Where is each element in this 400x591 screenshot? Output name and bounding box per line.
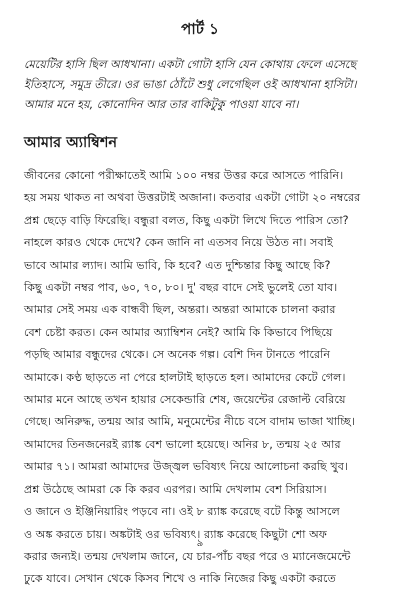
body-line: কিছু একটা নম্বর পাব, ৬০, ৭০, ৮০। দু' বছর বাদে সেই ভুলেই তো যাব।	[24, 281, 338, 295]
intro-passage	[24, 55, 376, 115]
body-line: ও অঙ্ক করতে চায়। অঙ্কটাই ওর ভবিষ্যৎ। র‍্যাঙ্ক করেছে কিছুটা শো অফ	[24, 527, 327, 541]
body-line: ভাবে আমার ল্যাদ। আমি ভাবি, কি হবে? এত দুশ্চিন্তার কিছু আছে কি?	[24, 258, 331, 272]
body-line: পড়ছি আমার বন্ধুদের থেকে। সে অনেক গল্প। বেশি দিন টানতে পারেনি	[24, 348, 331, 362]
body-line: ও জানে ও ইঞ্জিনিয়ারিং পড়বে না। ওই ৮ র‍্যাঙ্ক করেছে বটে কিন্তু আসলে	[24, 505, 340, 519]
body-line: করার জন্যই। তন্ময় দেখলাম জানে, যে চার-পাঁচ বছর পরে ও ম্যানেজমেন্টে	[24, 549, 351, 563]
body-line: আমার সেই সময় এক বান্ধবী ছিল, অন্তরা। অন্তরা আমাকে চালনা করার	[24, 303, 336, 317]
body-line: আমার মনে আছে তখন হায়ার সেকেন্ডারি শেষ, জয়েন্টের রেজাল্ট বেরিয়ে	[24, 393, 346, 407]
body-line: বেশ চেষ্টা করত। কেন আমার অ্যাম্বিশন নেই? আমি কি কিভাবে পিছিয়ে	[24, 325, 333, 339]
body-line: আমার ৭১। আমরা আমাদের উজ্জ্বল ভবিষ্যৎ নিয়ে আলোচনা করছি খুব।	[24, 460, 348, 474]
body-line: হয় সময় থাকত না অথবা উত্তরটাই অজানা। কতবার একটা গোটা ২০ নম্বরের	[24, 191, 361, 205]
page-number: ৯	[196, 538, 204, 549]
body-line: আমাকে। কণ্ঠ ছাড়তে না পেরে হালটাই ছাড়তে হল। আমাদের কেটে গেল।	[24, 370, 346, 384]
part-title: পার্ট ১	[181, 20, 219, 38]
body-line: গেছে। অনিরুদ্ধ, তন্ময় আর আমি, মনুমেন্টের নীচে বসে বাদাম ভাজা খাচ্ছি।	[24, 415, 355, 429]
intro-line: আমার মনে হয়, কোনোদিন আর তার বাকিটুকু পাওয়া যাবে না।	[24, 98, 299, 111]
intro-line: ইতিহাসে, সমুদ্র তীরে। ওর ভাঙা ঠোঁটে শুধু লেগেছিল ওই আধখানা হাসিটা।	[24, 78, 357, 91]
section-heading: আমার অ্যাম্বিশন	[24, 135, 118, 151]
body-line: আমাদের তিনজনেরই র‍্যাঙ্ক বেশ ভালো হয়েছে। অনির ৮, তন্ময় ২৫ আর	[24, 437, 341, 451]
body-line: প্রশ্ন ছেড়ে বাড়ি ফিরেছি। বন্ধুরা বলত, কিছু একটা লিখে দিতে পারিস তো?	[24, 213, 349, 227]
body-line: নাহলে কারও থেকে দেখে? কেন জানি না এতসব নিয়ে উঠত না। সবাই	[24, 236, 333, 250]
body-line: জীবনের কোনো পরীক্ষাতেই আমি ১০০ নম্বর উত্তর করে আসতে পারিনি।	[24, 169, 344, 182]
body-line: প্রশ্ন উঠেছে আমরা কে কি করব এরপর। আমি দেখলাম বেশ সিরিয়াস।	[24, 482, 327, 496]
body-text	[24, 165, 376, 591]
body-line: ঢুকে যাবে। সেখান থেকে কিসব শিখে ও নাকি নিজের কিছু একটা করতে	[24, 572, 336, 586]
intro-line: মেয়েটির হাসি ছিল আধখানা। একটা গোটা হাসি যেন কোথায় ফেলে এসেছে	[24, 58, 357, 71]
